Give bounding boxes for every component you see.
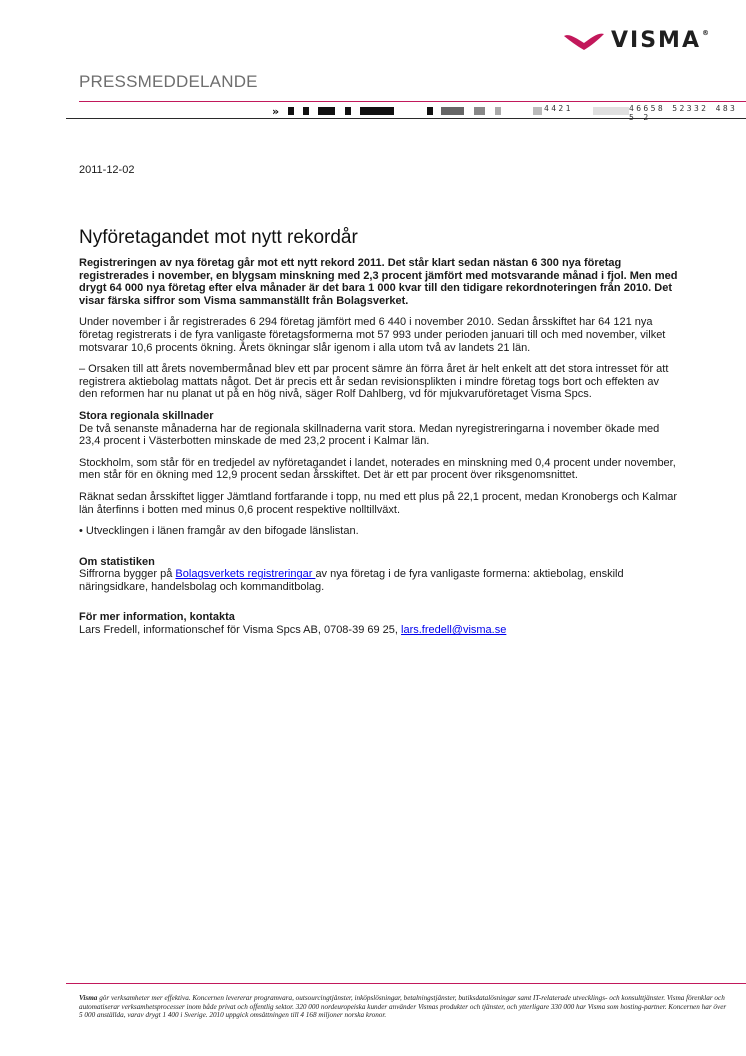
headline: Nyföretagandet mot nytt rekordår [79,227,358,248]
footer-divider [66,983,746,984]
header-divider [79,101,746,102]
barcode-underline [66,118,746,119]
barcode-number-a: 4421 [544,104,573,113]
regional-paragraph-2: Stockholm, som står för en tredjedel av nyföretagandet i landet, noterades en minskning med 0,4 procent under november, men står för en ökning med 12,9 procent sedan årsskiftet. Det är ett par procent över riksgenomsnittet. [79,456,676,482]
visma-swoosh-icon [563,30,605,52]
contact-text: Lars Fredell, informationschef för Visma Spcs AB, 0708-39 69 25, [79,624,402,637]
lead-paragraph: Registreringen av nya företag går mot ett nytt rekord 2011. Det står klart sedan nästan 6 300 nya företag registrerades i november, en blygsam minskning med 2,3 procent jämfört med motsvarande månad i fjol. Men med drygt 64 000 nya företag efter elva månader är det bara 1 000 kvar till den tidigare rekordnoteringen från 2010. Det visar färska siffror som Visma sammanställt från Bolagsverket. [79,257,678,307]
statistics-section [79,556,679,594]
quote-paragraph: – Orsaken till att årets novembermånad blev ett par procent sämre än förra året är helt enkelt att det stora intresset för att registrera aktiebolag mattats något. Det är precis ett år sedan revisionsplikten i mindre företag togs bort och effekten av den reformen har nu planat ut på en hög nivå, säger Rolf Dahlberg, vd för mjukvaruföretaget Visma Spcs. [79,363,669,401]
regional-paragraph-3: Räknat sedan årsskiftet ligger Jämtland fortfarande i topp, nu med ett plus på 22,1 procent, medan Kronobergs och Kalmar län återfinns i botten med minus 0,6 procent respektive nolltillväxt. [79,490,678,516]
footer-text: gör verksamheter mer effektiva. Koncernen levererar programvara, outsourcingtjänster, inköpslösningar, betalningstjänster, butiksdatalösningar samt IT-relaterade utvecklings- och konsulttjänster. Visma förenklar och automatiserar verksamhetsprocesser inom både privat och offentlig sektor. 320 000 nordeuropeiska kunder använder Vismas produkter och tjänster, och ytterligare 330 000 har Visma som hosting-partner. Koncernen har över 5 000 anställda, varav drygt 1 400 i Sverige. 2010 uppgick omsättningen till 4 168 miljoner norska kronor. [79,994,727,1020]
body-paragraph: Under november i år registrerades 6 294 företag jämfört med 6 440 i november 2010. Sedan årsskiftet har 64 121 nya företag registrerats i de fyra vanligaste företagsformerna mot 57 993 under perioden januari till och med november, vilket motsvarar 10,6 procents ökning. Årets ökningar slår igenom i alla utom två av landets 21 län. [79,316,666,354]
press-release-label: PRESSMEDDELANDE [79,72,258,91]
logo-wordmark: VISMA® [611,28,711,53]
footer-brand: Visma [79,994,98,1002]
bolagsverket-link[interactable]: Bolagsverkets registreringar [175,568,316,581]
regional-paragraph-1: De två senanste månaderna har de regionala skillnaderna varit stora. Medan nyregistreringarna i november ökade med 23,4 procent i Västerbotten minskade de med 23,2 procent i Kalmar län. [79,422,660,448]
barcode-number-b: 46658 52332 483 [629,104,738,113]
article-body [79,257,679,646]
regional-section [79,410,679,448]
contact-email-link[interactable]: lars.fredell@visma.se [401,624,507,637]
visma-logo [563,26,713,56]
statistics-text-before: Siffrorna bygger på [79,568,176,581]
statistics-heading: Om statistiken [79,555,155,568]
svg-text:»: » [272,105,280,117]
contact-section [79,611,679,636]
footer-boilerplate [79,994,729,1020]
statistics-text-after: av nya företag i de fyra vanligaste formerna: aktiebolag, enskild näringsidkare, handelsbolag och kommanditbolag. [79,568,624,593]
bullet-note: • Utvecklingen i länen framgår av den bifogade länslistan. [79,525,359,538]
release-date: 2011-12-02 [79,164,135,176]
contact-heading: För mer information, kontakta [79,611,235,624]
regional-heading: Stora regionala skillnader [79,409,214,422]
